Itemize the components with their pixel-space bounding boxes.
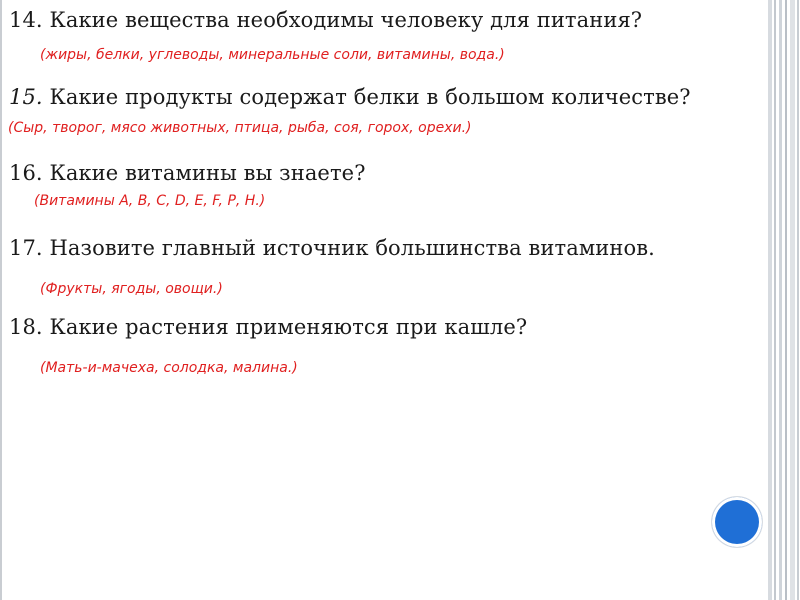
question-16-number: 16. xyxy=(9,161,43,185)
answer-18: (Мать-и-мачеха, солодка, малина.) xyxy=(40,360,298,376)
left-border-line xyxy=(0,0,2,600)
stripe xyxy=(779,0,782,600)
answer-17: (Фрукты, ягоды, овощи.) xyxy=(40,281,223,297)
stripe xyxy=(785,0,787,600)
question-14-text: Какие вещества необходимы человеку для питания? xyxy=(49,8,643,32)
question-16 xyxy=(9,161,366,185)
stripe xyxy=(768,0,772,600)
question-18-number: 18. xyxy=(9,315,43,339)
question-17 xyxy=(9,236,655,260)
answer-16: (Витамины А, В, С, D, Е, F, Р, Н.) xyxy=(34,193,266,209)
question-16-text: Какие витамины вы знаете? xyxy=(49,161,366,185)
question-17-text: Назовите главный источник большинства витаминов. xyxy=(49,236,655,260)
question-15 xyxy=(9,85,691,109)
stripe xyxy=(774,0,776,600)
decorative-stripes xyxy=(764,0,800,600)
question-15-number: 15. xyxy=(9,85,43,109)
question-17-number: 17. xyxy=(9,236,43,260)
question-14 xyxy=(9,8,642,32)
stripe xyxy=(790,0,795,600)
question-18 xyxy=(9,315,527,339)
question-18-text: Какие растения применяются при кашле? xyxy=(49,315,528,339)
stripe xyxy=(797,0,799,600)
question-14-number: 14. xyxy=(9,8,43,32)
question-15-text: Какие продукты содержат белки в большом количестве? xyxy=(49,85,691,109)
blue-circle-decoration xyxy=(712,497,762,547)
answer-15: (Сыр, творог, мясо животных, птица, рыба, соя, горох, орехи.) xyxy=(8,120,472,136)
answer-14: (жиры, белки, углеводы, минеральные соли, витамины, вода.) xyxy=(40,47,505,63)
